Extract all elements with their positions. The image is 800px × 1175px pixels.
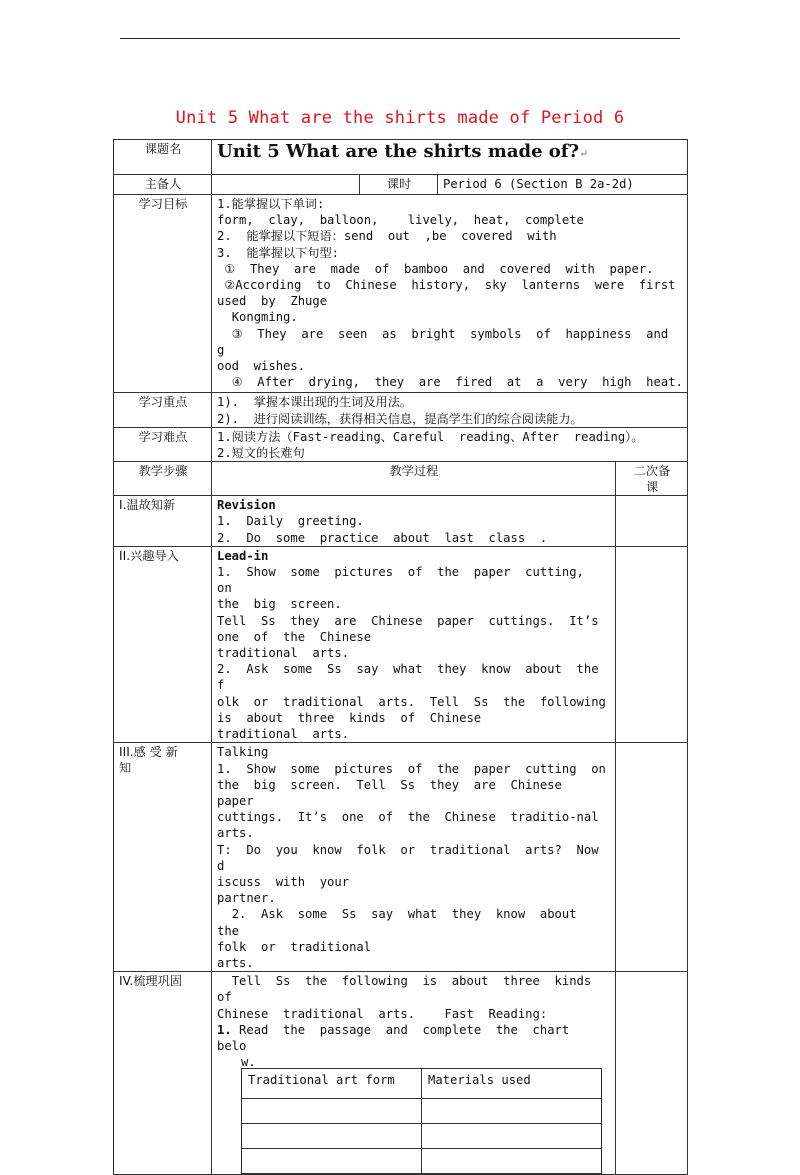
process-column-header: 教学过程	[212, 462, 616, 496]
chart-header-art-form: Traditional art form	[242, 1069, 422, 1099]
step-line: folk or traditional	[217, 939, 372, 954]
step-line: 2. Do some practice about last class .	[217, 530, 548, 545]
topic-value: Unit 5 What are the shirts made of?↵	[212, 140, 688, 175]
chart-cell[interactable]	[422, 1124, 602, 1149]
step-line: 1. Daily greeting.	[217, 514, 364, 529]
reading-task	[217, 1022, 611, 1054]
steps-column-header: 教学步骤	[114, 462, 212, 496]
step-line: 2. Ask some Ss say what they know about the f	[217, 662, 614, 693]
key-point-line: 1). 掌握本课出现的生词及用法。	[217, 395, 413, 410]
goals-line: form, clay, balloon, lively, heat, complete	[217, 213, 584, 228]
step-line: 2. Ask some Ss say what they know about the	[217, 907, 592, 938]
step-content	[212, 546, 616, 742]
chart-cell[interactable]	[422, 1149, 602, 1174]
goals-line: ②According to Chinese history, sky lanterns were first	[217, 278, 676, 293]
step-line: arts.	[217, 955, 254, 970]
chart-table	[241, 1068, 602, 1174]
step-line: 1. Show some pictures of the paper cutting, on	[217, 565, 599, 596]
chart-table-header	[242, 1069, 602, 1099]
step-notes	[616, 743, 688, 972]
step-label: IV.梳理巩固	[114, 972, 212, 1175]
goals-line: 1.能掌握以下单词:	[217, 197, 325, 211]
goals-line: used by Zhuge	[217, 294, 328, 309]
step-line: 1. Show some pictures of the paper cutting on	[217, 761, 606, 776]
step-content	[212, 496, 616, 547]
topic-row	[114, 140, 688, 175]
step-line: Tell Ss the following is about three kinds of	[217, 974, 606, 1005]
chart-table-row	[242, 1099, 602, 1124]
step-heading: Talking	[217, 745, 269, 760]
step-line: cuttings. It’s one of the Chinese traditio-nal	[217, 810, 599, 825]
step-content	[212, 972, 616, 1175]
chart-header-materials: Materials used	[422, 1069, 602, 1099]
difficulties-label: 学习难点	[114, 427, 212, 461]
chart-table-row	[242, 1149, 602, 1174]
difficulty-line: 1.阅读方法（Fast-reading、Careful reading、After reading）。	[217, 429, 644, 444]
goals-row	[114, 195, 688, 393]
step-line: olk or traditional arts. Tell Ss the following	[217, 694, 606, 709]
step-notes	[616, 546, 688, 742]
task-number: 1.	[217, 1022, 232, 1037]
step-heading: Revision	[217, 498, 276, 513]
return-mark-icon: ↵	[579, 147, 589, 160]
step-label: II.兴趣导入	[114, 546, 212, 742]
chart-cell[interactable]	[242, 1124, 422, 1149]
step-line: is about three kinds of Chinese	[217, 710, 482, 725]
period-label: 课时	[360, 175, 438, 195]
step-line: iscuss with your	[217, 874, 350, 889]
goals-line: ood wishes.	[217, 359, 306, 374]
column-header-row	[114, 462, 688, 496]
step-label: III.感 受 新 知	[114, 743, 212, 972]
chart-table-row	[242, 1124, 602, 1149]
chart-cell[interactable]	[242, 1149, 422, 1174]
step-line: traditional arts.	[217, 727, 350, 742]
goals-content	[212, 195, 688, 393]
key-points-row	[114, 393, 688, 427]
preparer-value	[212, 175, 360, 195]
step-notes	[616, 972, 688, 1175]
step-line: Chinese traditional arts. Fast Reading:	[217, 1006, 548, 1021]
preparer-row	[114, 175, 688, 195]
key-points-label: 学习重点	[114, 393, 212, 427]
notes-column-header: 二次备 课	[616, 462, 688, 496]
step-line: arts.	[217, 826, 254, 841]
step-label: I.温故知新	[114, 496, 212, 547]
difficulties-row	[114, 427, 688, 461]
goals-line: ③ They are seen as bright symbols of happiness and g	[217, 326, 683, 357]
step-line: traditional arts.	[217, 646, 350, 661]
step-line: Tell Ss they are Chinese paper cuttings. It’s	[217, 613, 599, 628]
difficulties-content	[212, 427, 688, 461]
top-rule	[120, 38, 680, 39]
difficulty-line: 2.短文的长难句	[217, 446, 305, 461]
preparer-label: 主备人	[114, 175, 212, 195]
step-row-lead-in	[114, 546, 688, 742]
task-continuation: w.	[241, 1055, 256, 1070]
lesson-plan-table	[113, 139, 688, 1175]
step-row-talking	[114, 743, 688, 972]
goals-line: 3. 能掌握以下句型:	[217, 245, 339, 260]
step-row-consolidation	[114, 972, 688, 1175]
step-heading: Lead-in	[217, 548, 269, 563]
goals-label: 学习目标	[114, 195, 212, 393]
period-value: Period 6 (Section B 2a-2d)	[438, 175, 688, 195]
step-line: T: Do you know folk or traditional arts? Now d	[217, 842, 614, 873]
step-content	[212, 743, 616, 972]
topic-label: 课题名	[114, 140, 212, 175]
goals-line: ④ After drying, they are fired at a very high heat.	[217, 375, 683, 390]
chart-cell[interactable]	[422, 1099, 602, 1124]
step-notes	[616, 496, 688, 547]
goals-line: ① They are made of bamboo and covered with paper.	[217, 261, 654, 276]
step-line: one of the Chinese	[217, 629, 372, 644]
goals-line: 2. 能掌握以下短语：send out ,be covered with	[217, 229, 557, 244]
chart-cell[interactable]	[242, 1099, 422, 1124]
step-line: the big screen. Tell Ss they are Chinese paper	[217, 777, 577, 808]
key-points-content	[212, 393, 688, 427]
step-line: the big screen.	[217, 597, 342, 612]
step-row-revision	[114, 496, 688, 547]
step-line: partner.	[217, 891, 276, 906]
goals-line: Kongming.	[217, 310, 298, 325]
task-text: Read the passage and complete the chart belo	[217, 1022, 584, 1053]
document-title: Unit 5 What are the shirts made of Period 6	[175, 108, 625, 128]
key-point-line: 2). 进行阅读训练，获得相关信息，提高学生们的综合阅读能力。	[217, 411, 583, 426]
